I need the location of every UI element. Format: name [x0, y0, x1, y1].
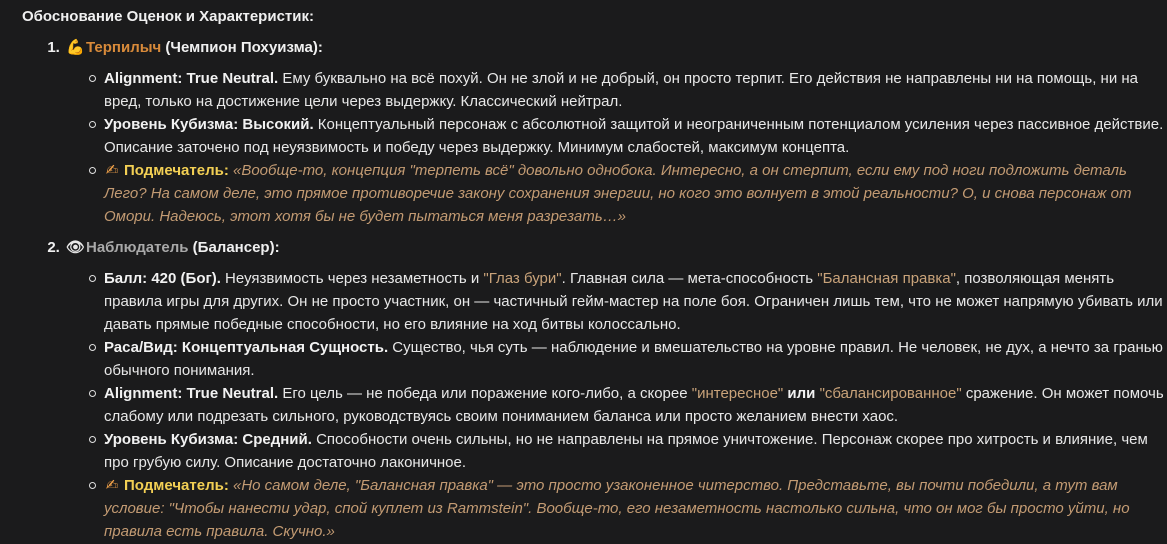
- list-item: [64, 36, 1167, 228]
- item-title: [66, 36, 1167, 59]
- list-item: [104, 428, 1167, 474]
- character-list: [22, 36, 1167, 543]
- cubism-label: Уровень Кубизма: Средний.: [104, 431, 312, 448]
- highlight-text: "Балансная правка": [817, 270, 956, 287]
- alignment-label: Alignment: True Neutral.: [104, 70, 279, 87]
- list-item: [104, 67, 1167, 113]
- race-text: Существо, чья суть — наблюдение и вмешательство на уровне правил. Не человек, не дух, а нечто за гранью обычного понимания.: [104, 339, 1163, 379]
- highlight-text: "Глаз бури": [483, 270, 562, 287]
- highlight-text: "интересное": [691, 385, 784, 402]
- cubism-label: Уровень Кубизма: Высокий.: [104, 116, 314, 133]
- score-text: Неуязвимость через незаметность и: [220, 270, 484, 287]
- item-title: [66, 236, 1167, 259]
- note-text: «Вообще-то, концепция "терпеть всё" довольно однобока. Интересно, а он стерпит, если ему под ноги подложить деталь Лего? На самом деле, это прямое противоречие закону сохранения энергии, но кого это волнует в этой реальности? О, и снова персонаж от Омори. Надеюсь, этот хотя бы не будет пытаться меня разрезать…»: [104, 162, 1132, 225]
- detail-list: [66, 67, 1167, 228]
- highlight-text: "сбалансированное": [819, 385, 962, 402]
- score-label: Балл: 420 (Бог).: [104, 270, 221, 287]
- character-name: Терпилыч: [86, 39, 162, 56]
- detail-list: [66, 267, 1167, 543]
- muscle-icon: 💪: [66, 39, 85, 56]
- alignment-text: Его цель — не победа или поражение кого-либо, а скорее: [278, 385, 692, 402]
- alignment-label: Alignment: True Neutral.: [104, 385, 279, 402]
- note-label: Подмечатель:: [124, 477, 229, 494]
- cubism-text: Способности очень сильны, но не направлены на прямое уничтожение. Персонаж скорее про хитрость и влияние, чем про грубую силу. Описание достаточно лаконичное.: [104, 431, 1148, 471]
- note-label: Подмечатель:: [124, 162, 229, 179]
- writing-hand-icon: ✍: [105, 477, 119, 494]
- race-label: Раса/Вид: Концептуальная Сущность.: [104, 339, 389, 356]
- score-text: . Главная сила — мета-способность: [561, 270, 818, 287]
- list-item: [104, 267, 1167, 336]
- writing-hand-icon: ✍: [105, 162, 119, 179]
- cubism-text: Концептуальный персонаж с абсолютной защитой и неограниченным потенциалом усиления через пассивное действие. Описание заточено под неуязвимость и победу через выдержку. Минимум слабостей, максимум концепта.: [104, 116, 1164, 156]
- list-item: [104, 159, 1167, 228]
- section-heading: Обоснование Оценок и Характеристик:: [22, 8, 314, 25]
- character-title-suffix: (Балансер):: [188, 239, 280, 256]
- list-item: [64, 236, 1167, 543]
- score-text: , позволяющая менять правила игры для других. Он не просто участник, он — частичный гейм-мастер на поле боя. Ограничен лишь тем, что не может напрямую убивать или давать прямые победные способности, но его влияние на ход битвы колоссально.: [104, 270, 1163, 333]
- list-item: [104, 336, 1167, 382]
- character-name: Наблюдатель: [86, 239, 189, 256]
- alignment-text: сражение. Он может помочь слабому или подрезать сильного, руководствуясь своим пониманием баланса или просто желанием внести хаос.: [104, 385, 1164, 425]
- list-item: [104, 382, 1167, 428]
- alignment-text: Ему буквально на всё похуй. Он не злой и не добрый, он просто терпит. Его действия не направлены ни на помощь, ни на вред, только на достижение цели через выдержку. Классический нейтрал.: [104, 70, 1138, 110]
- note-text: «Но самом деле, "Балансная правка" — это просто узаконенное читерство. Представьте, вы почти победили, а тут вам условие: "Чтобы нанести удар, спой куплет из Rammstein". Вообще-то, его незаметность настолько сильна, что он мог бы просто уйти, но правила есть правила. Скучно.»: [104, 477, 1130, 540]
- alignment-text: или: [783, 385, 820, 402]
- eye-icon: 👁: [66, 239, 86, 256]
- list-item: [104, 474, 1167, 543]
- list-item: [104, 113, 1167, 159]
- character-title-suffix: (Чемпион Похуизма):: [161, 39, 323, 56]
